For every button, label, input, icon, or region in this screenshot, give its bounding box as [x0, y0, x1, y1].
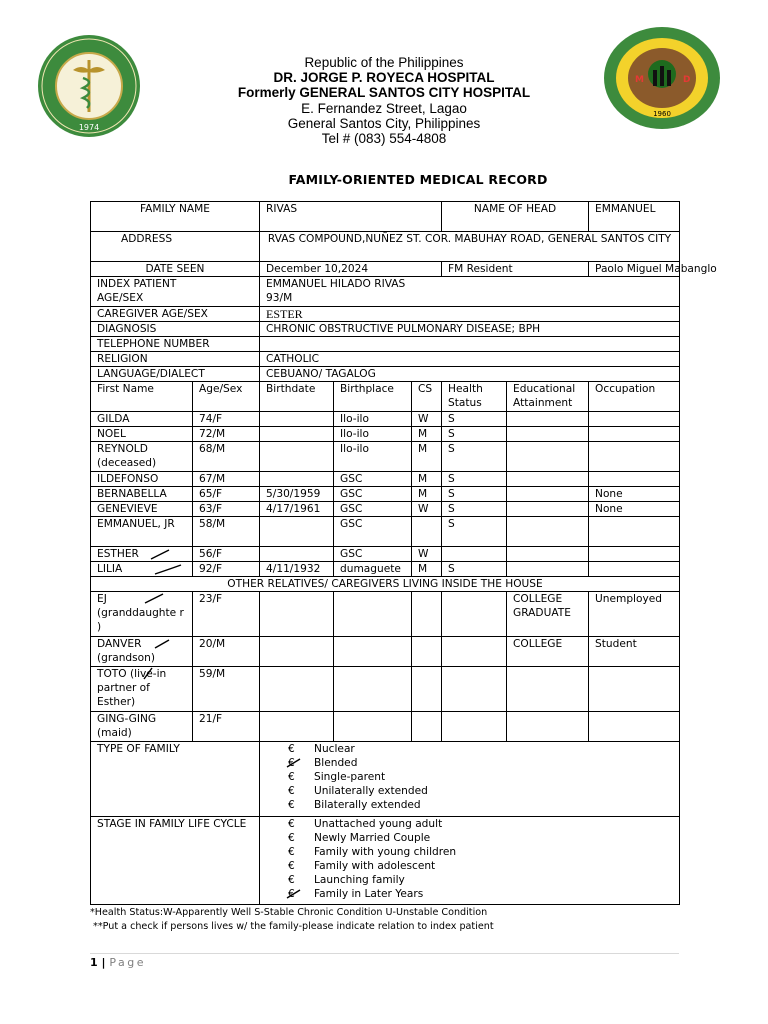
check-mark-icon [149, 549, 171, 561]
check-mark-icon [286, 889, 302, 901]
index-patient-age-sex: 93/M [266, 292, 293, 304]
page-number: 1 [90, 956, 98, 969]
table-row [91, 637, 680, 667]
bullet-icon: € [288, 832, 295, 844]
bullet-icon: € [288, 785, 295, 797]
index-patient-label [91, 277, 260, 307]
member-education [507, 472, 589, 487]
member-name: LILIA [97, 563, 123, 575]
relative-education: COLLEGE [507, 637, 589, 667]
header-line1: Republic of the Philippines [304, 55, 464, 70]
member-occupation [589, 547, 680, 562]
date-seen-label: DATE SEEN [91, 262, 260, 277]
telephone-value [260, 337, 680, 352]
svg-text:1960: 1960 [653, 110, 671, 118]
hospital-name: DR. JORGE P. ROYECA HOSPITAL [273, 70, 495, 86]
col-birthplace: Birthplace [334, 382, 412, 412]
member-health: S [442, 412, 507, 427]
member-cs: W [412, 547, 442, 562]
member-age: 92/F [193, 562, 260, 577]
family-type-option[interactable] [288, 798, 673, 812]
member-birthplace: GSC [334, 502, 412, 517]
relative-name: DANVER (grandson) [97, 638, 155, 664]
member-cs: M [412, 562, 442, 577]
table-row [91, 502, 680, 517]
page-footer [90, 956, 146, 969]
member-education [507, 487, 589, 502]
family-type-option[interactable] [288, 756, 673, 770]
address-label: ADDRESS [91, 232, 260, 262]
index-patient-value [260, 277, 680, 307]
member-age: 68/M [193, 442, 260, 472]
table-row [91, 412, 680, 427]
check-mark-icon [153, 638, 171, 650]
telephone: Tel # (083) 554-4808 [321, 131, 447, 147]
stage-option[interactable] [288, 873, 673, 887]
family-name-label: FAMILY NAME [91, 202, 260, 232]
option-label: Unilaterally extended [314, 785, 428, 797]
relative-name-cell [91, 637, 193, 667]
other-relatives-header: OTHER RELATIVES/ CAREGIVERS LIVING INSIDE THE HOUSE [91, 577, 680, 592]
bullet-icon: € [288, 846, 295, 858]
age-sex-label: AGE/SEX [97, 292, 144, 304]
check-mark-icon [153, 564, 183, 576]
member-name: EMMANUEL, JR [91, 517, 193, 547]
option-label: Family in Later Years [314, 888, 424, 900]
relative-age: 23/F [193, 592, 260, 637]
member-health [442, 547, 507, 562]
option-label: Launching family [314, 874, 405, 886]
relative-education: COLLEGE GRADUATE [507, 592, 589, 637]
caregiver-value: ESTER [260, 307, 680, 322]
member-education [507, 517, 589, 547]
stage-option[interactable] [288, 887, 673, 901]
member-health: S [442, 502, 507, 517]
member-occupation [589, 412, 680, 427]
member-cs: M [412, 442, 442, 472]
stage-option[interactable] [288, 831, 673, 845]
member-birthdate [260, 427, 334, 442]
date-seen-value: December 10,2024 [260, 262, 442, 277]
table-row [91, 517, 680, 547]
name-of-head-value: EMMANUEL [589, 202, 680, 232]
member-cs: M [412, 472, 442, 487]
index-patient-name: EMMANUEL HILADO RIVAS [266, 278, 406, 290]
col-occupation: Occupation [589, 382, 680, 412]
member-name: GENEVIEVE [91, 502, 193, 517]
member-name: NOEL [91, 427, 193, 442]
relative-occupation: Unemployed [589, 592, 680, 637]
bullet-icon: € [288, 757, 295, 769]
member-cs: M [412, 487, 442, 502]
member-age: 58/M [193, 517, 260, 547]
member-education [507, 502, 589, 517]
member-cs [412, 517, 442, 547]
member-birthplace: Ilo-ilo [334, 427, 412, 442]
address-value: RVAS COMPOUND,NUÑEZ ST. COR. MABUHAY ROAD, GENERAL SANTOS CITY [260, 232, 680, 262]
member-age: 56/F [193, 547, 260, 562]
relative-occupation [589, 667, 680, 712]
member-occupation [589, 472, 680, 487]
member-health: S [442, 472, 507, 487]
col-health-status: Health Status [442, 382, 507, 412]
document-title: FAMILY-ORIENTED MEDICAL RECORD [288, 172, 548, 187]
option-label: Family with young children [314, 846, 457, 858]
member-health: S [442, 562, 507, 577]
option-label: Bilaterally extended [314, 799, 421, 811]
page-label: Page [109, 956, 146, 969]
member-age: 72/M [193, 427, 260, 442]
member-name: GILDA [91, 412, 193, 427]
fm-resident-label: FM Resident [442, 262, 589, 277]
language-label: LANGUAGE/DIALECT [91, 367, 260, 382]
member-education [507, 547, 589, 562]
bullet-icon: € [288, 771, 295, 783]
table-row [91, 667, 680, 712]
relative-occupation [589, 712, 680, 742]
type-of-family-label: TYPE OF FAMILY [91, 742, 260, 817]
option-label: Family with adolescent [314, 860, 436, 872]
page-separator: | [97, 956, 110, 969]
hospital-seal [37, 34, 141, 143]
table-row [91, 592, 680, 637]
religion-label: RELIGION [91, 352, 260, 367]
telephone-label: TELEPHONE NUMBER [91, 337, 260, 352]
fm-resident-value: Paolo Miguel Mabanglo [589, 262, 680, 277]
member-birthplace: GSC [334, 487, 412, 502]
svg-text:D: D [683, 75, 691, 85]
member-birthplace: GSC [334, 547, 412, 562]
caregiver-label: CAREGIVER AGE/SEX [91, 307, 260, 322]
member-cs: W [412, 502, 442, 517]
member-health: S [442, 427, 507, 442]
col-cs: CS [412, 382, 442, 412]
relative-age: 20/M [193, 637, 260, 667]
member-occupation [589, 442, 680, 472]
member-birthplace: Ilo-ilo [334, 442, 412, 472]
col-birthdate: Birthdate [260, 382, 334, 412]
bullet-icon: € [288, 818, 295, 830]
stage-options [260, 817, 680, 905]
member-birthplace: GSC [334, 517, 412, 547]
col-age-sex: Age/Sex [193, 382, 260, 412]
member-birthdate: 4/11/1932 [260, 562, 334, 577]
svg-text:M: M [635, 75, 644, 85]
relative-name: GING-GING (maid) [91, 712, 193, 742]
member-health: S [442, 487, 507, 502]
stage-option[interactable] [288, 845, 673, 859]
option-label: Nuclear [314, 743, 355, 755]
relative-education [507, 712, 589, 742]
relative-name-cell [91, 592, 193, 637]
table-row [91, 562, 680, 577]
table-row [91, 442, 680, 472]
member-header-row [91, 382, 680, 412]
table-row [91, 427, 680, 442]
check-mark-icon [143, 593, 165, 605]
member-health: S [442, 517, 507, 547]
member-name-cell [91, 562, 193, 577]
religion-value: CATHOLIC [260, 352, 680, 367]
relative-name-cell [91, 667, 193, 712]
member-age: 74/F [193, 412, 260, 427]
member-name: ILDEFONSO [91, 472, 193, 487]
option-label: Newly Married Couple [314, 832, 431, 844]
option-label: Blended [314, 757, 358, 769]
member-birthdate: 5/30/1959 [260, 487, 334, 502]
member-education [507, 427, 589, 442]
bullet-icon: € [288, 874, 295, 886]
member-cs: M [412, 427, 442, 442]
table-row [91, 472, 680, 487]
option-label: Unattached young adult [314, 818, 443, 830]
relative-age: 59/M [193, 667, 260, 712]
member-birthplace: GSC [334, 472, 412, 487]
relative-age: 21/F [193, 712, 260, 742]
name-of-head-label: NAME OF HEAD [442, 202, 589, 232]
member-occupation [589, 562, 680, 577]
city: General Santos City, Philippines [287, 115, 481, 131]
language-value: CEBUANO/ TAGALOG [260, 367, 680, 382]
member-birthdate [260, 547, 334, 562]
member-birthdate [260, 442, 334, 472]
member-occupation: None [589, 502, 680, 517]
member-health: S [442, 442, 507, 472]
col-first-name: First Name [91, 382, 193, 412]
table-row [91, 487, 680, 502]
member-name: ESTHER [97, 548, 139, 560]
family-name-value: RIVAS [260, 202, 442, 232]
bullet-icon: € [288, 799, 295, 811]
member-birthdate [260, 517, 334, 547]
check-mark-icon [141, 667, 155, 681]
option-label: Single-parent [314, 771, 386, 783]
col-education: Educational Attainment [507, 382, 589, 412]
relative-name: TOTO (live-in partner of Esther) [97, 668, 167, 708]
member-occupation [589, 517, 680, 547]
academy-seal [603, 26, 721, 135]
table-row [91, 712, 680, 742]
relative-occupation: Student [589, 637, 680, 667]
stage-option[interactable] [288, 859, 673, 873]
member-cs: W [412, 412, 442, 427]
member-education [507, 442, 589, 472]
medical-record-table [90, 201, 717, 905]
member-birthplace: Ilo-ilo [334, 412, 412, 427]
stage-option[interactable] [288, 817, 673, 831]
former-name: Formerly GENERAL SANTOS CITY HOSPITAL [237, 85, 531, 101]
bullet-icon: € [288, 860, 295, 872]
health-status-note: *Health Status:W-Apparently Well S-Stable Chronic Condition U-Unstable Condition [90, 907, 488, 918]
member-age: 63/F [193, 502, 260, 517]
bullet-icon: € [288, 743, 295, 755]
stage-label: STAGE IN FAMILY LIFE CYCLE [91, 817, 260, 905]
member-birthdate [260, 412, 334, 427]
member-occupation [589, 427, 680, 442]
check-mark-icon [286, 758, 302, 770]
member-name-cell [91, 547, 193, 562]
member-name: BERNABELLA [91, 487, 193, 502]
member-age: 67/M [193, 472, 260, 487]
diagnosis-value: CHRONIC OBSTRUCTIVE PULMONARY DISEASE; BPH [260, 322, 680, 337]
member-birthdate [260, 472, 334, 487]
member-birthdate: 4/17/1961 [260, 502, 334, 517]
diagnosis-label: DIAGNOSIS [91, 322, 260, 337]
family-type-option[interactable] [288, 770, 673, 784]
member-birthplace: dumaguete [334, 562, 412, 577]
bullet-icon: € [288, 888, 295, 900]
footer-divider [90, 953, 679, 954]
hospital-header [150, 55, 618, 146]
member-occupation: None [589, 487, 680, 502]
member-education [507, 562, 589, 577]
svg-text:1974: 1974 [78, 123, 100, 132]
member-age: 65/F [193, 487, 260, 502]
check-note: **Put a check if persons lives w/ the family-please indicate relation to index patient [90, 921, 494, 932]
relative-education [507, 667, 589, 712]
family-type-option[interactable] [288, 784, 673, 798]
member-education [507, 412, 589, 427]
member-name: REYNOLD (deceased) [91, 442, 193, 472]
index-patient-label-text: INDEX PATIENT [97, 278, 177, 290]
family-type-option[interactable] [288, 742, 673, 756]
footnotes [90, 906, 494, 934]
type-of-family-options [260, 742, 680, 817]
street: E. Fernandez Street, Lagao [301, 100, 467, 116]
relative-name: EJ (granddaughte r ) [97, 593, 184, 633]
table-row [91, 547, 680, 562]
